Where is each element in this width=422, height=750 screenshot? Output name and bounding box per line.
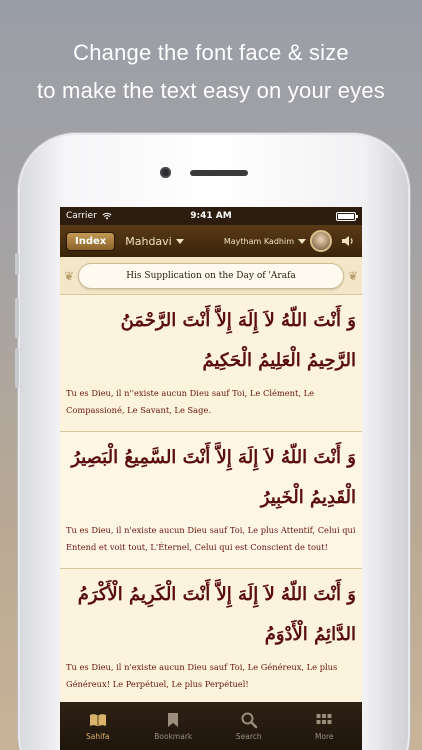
ornament-left-icon: ❦ (64, 269, 75, 283)
verse-translation: Tu es Dieu, il n'existe aucun Dieu sauf Toi, Le plus Attentif, Celui qui Entend et voit tout, L'Éternel, Celui qui est Conscient de tout! (66, 525, 356, 552)
verse-arabic-text: وَ أَنْتَ اللّهُ لاَ إِلَهَ إِلاَّ أَنْتَ الرَّحْمَنُ الرَّحِيمُ الْعَلِيمُ الْحَكِيمُ (120, 310, 356, 371)
top-toolbar (60, 225, 362, 257)
bookmark-icon (164, 711, 182, 729)
font-face-label: Mahdavi (125, 234, 172, 248)
status-bar (60, 207, 362, 225)
chevron-down-icon (176, 239, 184, 244)
font-face-dropdown[interactable] (125, 235, 184, 248)
tab-label: Search (235, 732, 262, 741)
tab-label: More (314, 732, 334, 741)
volume-down-button (15, 348, 19, 388)
search-icon (240, 711, 258, 729)
reciter-label: Maytham Kadhim (223, 236, 294, 246)
front-camera (160, 167, 171, 178)
verse-arabic-text: وَ أَنْتَ اللّهُ لاَ إِلَهَ إِلاَّ أَنْتَ الْكَرِيمُ الْأَكْرَمُ الدَّائِمُ الْأَدْوَمُ (77, 584, 356, 645)
clock: 9:41 AM (190, 211, 232, 221)
carrier-label: Carrier (66, 211, 112, 221)
more-dots-icon (315, 711, 333, 729)
battery-icon (336, 212, 356, 221)
bottom-tab-bar (60, 702, 362, 750)
index-button[interactable]: Index (66, 232, 115, 251)
tab-label: Sahifa (86, 732, 110, 741)
open-book-icon (89, 711, 107, 729)
verse-item[interactable] (60, 432, 362, 569)
earpiece-speaker (190, 170, 248, 176)
chapter-title: His Supplication on the Day of 'Arafa (78, 263, 344, 289)
promo-line-1: Change the font face & size (73, 40, 349, 65)
verse-translation: Tu es Dieu, il n''existe aucun Dieu sauf Toi, Le Clément, Le Compassioné, Le Savant, Le Sage. (66, 388, 315, 415)
verse-item[interactable] (60, 569, 362, 702)
speaker-icon[interactable] (340, 233, 356, 249)
verse-arabic-text: وَ أَنْتَ اللّهُ لاَ إِلَهَ إِلاَّ أَنْتَ السَّمِيعُ الْبَصِيرُ الْقَدِيمُ الْخَبِيرُ (71, 447, 356, 508)
mute-switch (15, 253, 19, 275)
tab-bookmark[interactable] (136, 702, 212, 750)
promo-line-2: to make the text easy on your eyes (37, 78, 385, 103)
app-screen (60, 207, 362, 750)
tab-more[interactable] (287, 702, 363, 750)
verse-translation: Tu es Dieu, il n'existe aucun Dieu sauf Toi, Le Généreux, Le plus Généreux! Le Perpétuel, Le plus Perpétuel! (66, 662, 338, 689)
tab-search[interactable] (211, 702, 287, 750)
ornament-right-icon: ❦ (347, 269, 358, 283)
promo-headline (0, 34, 422, 110)
tab-label: Bookmark (154, 732, 193, 741)
verse-item[interactable] (60, 295, 362, 432)
chevron-down-icon (298, 239, 306, 244)
volume-up-button (15, 298, 19, 338)
verse-list[interactable] (60, 295, 362, 702)
reciter-avatar (310, 230, 332, 252)
tab-sahifa[interactable] (60, 702, 136, 750)
reciter-dropdown[interactable] (224, 225, 332, 257)
chapter-title-bar (60, 257, 362, 295)
